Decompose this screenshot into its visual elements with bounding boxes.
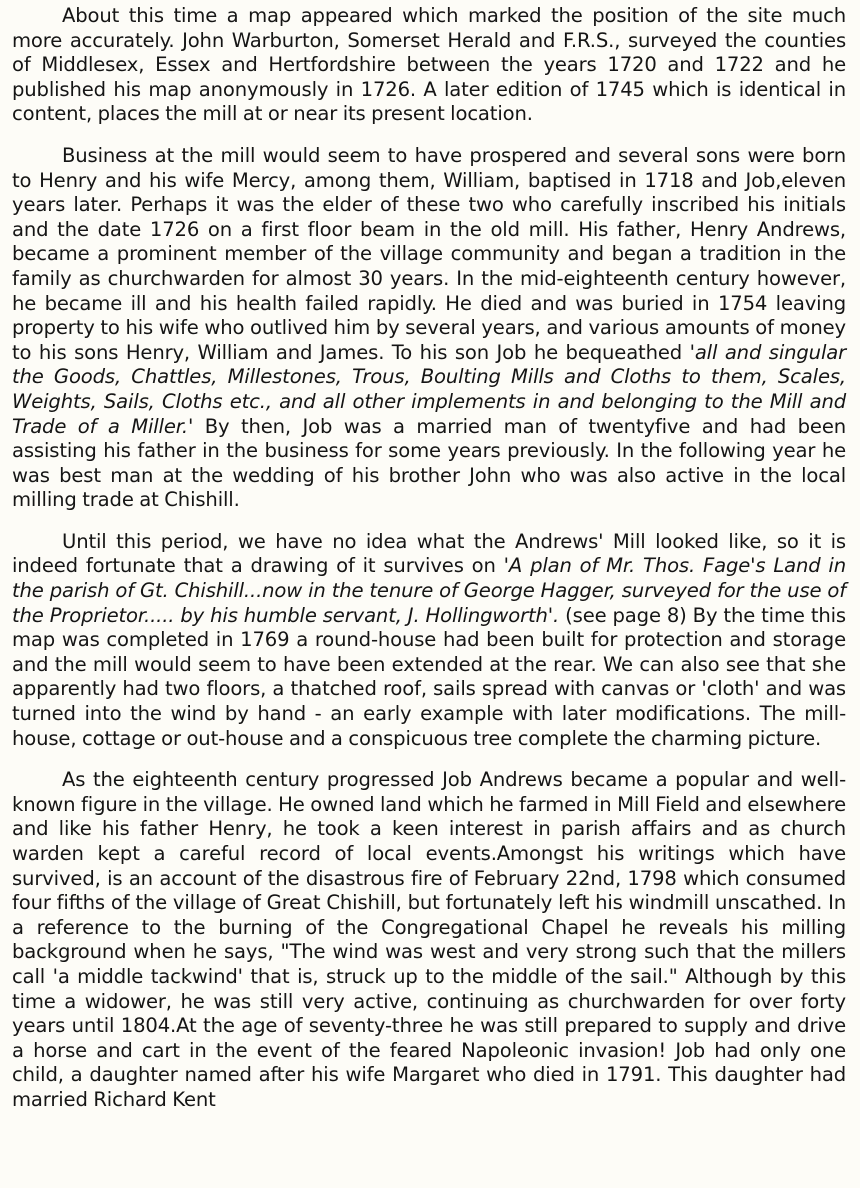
text-run: Business at the mill would seem to have prospered and several sons were born to Henry and his wife Mercy, among them, William, baptised in 1718 and Job,eleven years later. Perhaps it was the elder of these two who carefully inscribed his initials and the date 1726 on a first floor beam in the old mill. His father, Henry Andrews, became a prominent member of the village community and began a tradition in the family as churchwarden for almost 30 years. In the mid-eighteenth century however, he became ill and his health failed rapidly. He died and was buried in 1754 leaving property to his wife who outlived him by several years, and various amounts of money to his sons Henry, William and James. To his son Job he bequeathed [12, 143, 846, 364]
paragraph-2 [12, 144, 846, 513]
text-run: (see page 8) By the time this map was completed in 1769 a round-house had been built for protection and storage and the mill would seem to have been extended at the rear. We can also see that she apparently had two floors, a thatched roof, sails spread with canvas or 'cloth' and was turned into the wind by hand - an early example with later modifications. The mill-house, cottage or out-house and a conspicuous tree complete the charming picture. [12, 603, 846, 750]
text-run: About this time a map appeared which marked the position of the site much more accurately. John Warburton, Somerset Herald and F.R.S., surveyed the counties of Middlesex, Essex and Hertfordshire between the years 1720 and 1722 and he published his map anonymously in 1726. A later edition of 1745 which is identical in content, places the mill at or near its present location. [12, 4, 846, 126]
paragraph-3 [12, 530, 846, 751]
text-run: Until this period, we have no idea what the Andrews' Mill looked like, so it is indeed fortunate that a drawing of it survives on [12, 529, 846, 578]
text-run: As the eighteenth century progressed Job Andrews became a popular and well-known figure in the village. He owned land which he farmed in Mill Field and elsewhere and like his father Henry, he took a keen interest in parish affairs and as church warden kept a careful record of local events.Amongst his writings which have survived, is an account of the disastrous fire of February 22nd, 1798 which consumed four fifths of the village of Great Chishill, but fortunately left his windmill unscathed. In a reference to the burning of the Congregational Chapel he reveals his milling background when he says, "The wind was west and very strong such that the millers call 'a middle tackwind' that is, struck up to the middle of the sail." Although by this time a widower, he was still very active, continuing as churchwarden for over forty years until 1804.At the age of seventy-three he was still prepared to supply and drive a horse and cart in the event of the feared Napoleonic invasion! Job had only one child, a daughter named after his wife Margaret who died in 1791. This daughter had married Richard Kent [12, 768, 846, 1111]
map-title-quotation: 'A plan of Mr. Thos. Fage's Land in the parish of Gt. Chishill...now in the tenure of George Hagger, surveyed for the use of the Proprietor..... by his humble servant, J. Hollingworth'. [12, 554, 846, 627]
paragraph-1 [12, 4, 846, 127]
will-quotation: 'all and singular the Goods, Chattles, Millestones, Trous, Boulting Mills and Cloths to them, Scales, Weights, Sails, Cloths etc., and all other implements in and belonging to the Mill and Trade of a Miller.' [12, 340, 846, 438]
text-run: By then, Job was a married man of twentyfive and had been assisting his father in the business for some years previously. In the following year he was best man at the wedding of his brother John who was also active in the local milling trade at Chishill. [12, 414, 846, 512]
paragraph-4 [12, 768, 846, 1112]
